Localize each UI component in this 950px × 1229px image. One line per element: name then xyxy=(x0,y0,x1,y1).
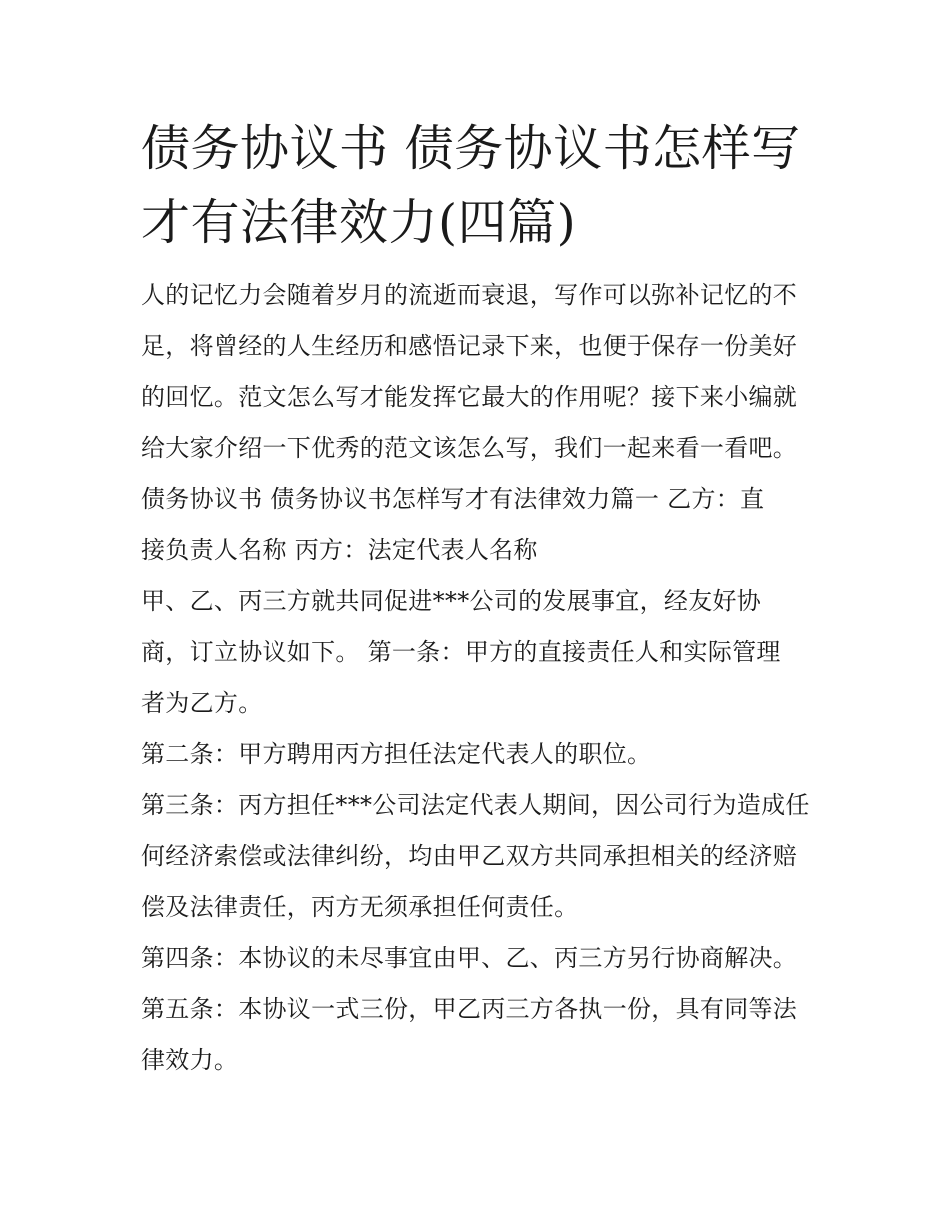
intro-paragraph: 人的记忆力会随着岁月的流逝而衰退，写作可以弥补记忆的不足，将曾经的人生经历和感悟记录下来，也便于保存一份美好的回忆。范文怎么写才能发挥它最大的作用呢？接下来小编就给大家介绍一下优秀的范文该怎么写，我们一起来看一看吧。 xyxy=(141,281,798,462)
document-page xyxy=(141,112,813,1086)
document-body xyxy=(141,270,813,1086)
article-5-paragraph: 第五条：本协议一式三份，甲乙丙三方各执一份，具有同等法律效力。 xyxy=(141,995,798,1074)
document-title: 债务协议书 债务协议书怎样写才有法律效力(四篇) xyxy=(141,120,801,251)
article-2-paragraph: 第二条：甲方聘用丙方担任法定代表人的职位。 xyxy=(141,740,652,768)
article-4-paragraph: 第四条：本协议的未尽事宜由甲、乙、丙三方另行协商解决。 xyxy=(141,944,798,972)
parties-paragraph: 债务协议书 债务协议书怎样写才有法律效力篇一 乙方：直接负责人名称 丙方：法定代表人名称 xyxy=(141,485,765,564)
article-3-paragraph: 第三条：丙方担任***公司法定代表人期间，因公司行为造成任何经济索偿或法律纠纷，均由甲乙双方共同承担相关的经济赔偿及法律责任，丙方无须承担任何责任。 xyxy=(141,791,810,921)
agreement-paragraph: 甲、乙、丙三方就共同促进***公司的发展事宜，经友好协商，订立协议如下。 第一条：甲方的直接责任人和实际管理者为乙方。 xyxy=(141,587,781,717)
